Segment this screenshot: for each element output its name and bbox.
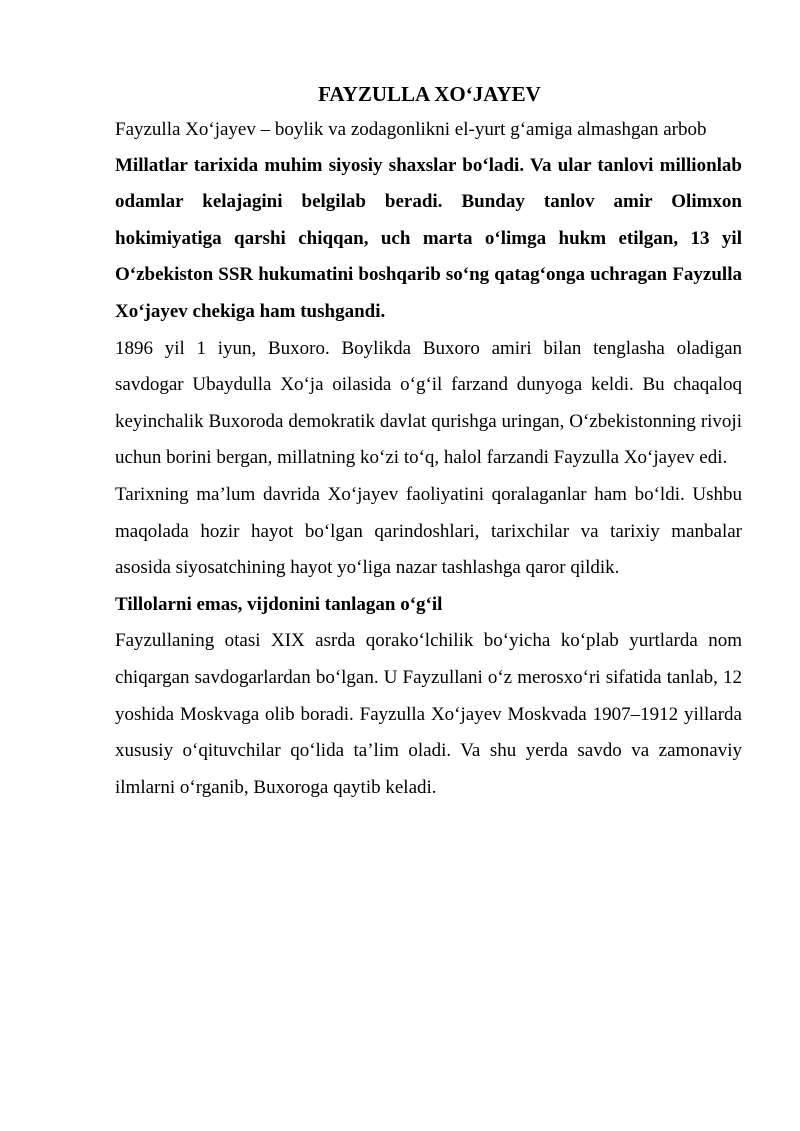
document-page — [115, 76, 742, 806]
body-paragraph: Tarixning ma’lum davrida Xo‘jayev faoliyatini qoralaganlar ham bo‘ldi. Ushbu maqolada hozir hayot bo‘lgan qarindoshlari, tarixchilar va tarixiy manbalar asosida siyosatchining hayot yo‘liga nazar tashlashga qaror qildik. — [115, 483, 742, 579]
document-title: FAYZULLA XO‘JAYEV — [318, 82, 541, 106]
lead-paragraph: Millatlar tarixida muhim siyosiy shaxslar bo‘ladi. Va ular tanlovi millionlab odamlar kelajagini belgilab beradi. Bunday tanlov amir Olimxon hokimiyatiga qarshi chiqqan, uch marta o‘limga hukm etilgan, 13 yil O‘zbekiston SSR hukumatini boshqarib so‘ng qatag‘onga uchragan Fayzulla Xo‘jayev chekiga ham tushgandi. — [115, 154, 742, 322]
body-paragraph: 1896 yil 1 iyun, Buxoro. Boylikda Buxoro amiri bilan tenglasha oladigan savdogar Ubaydulla Xo‘ja oilasida o‘g‘il farzand dunyoga keldi. Bu chaqaloq keyinchalik Buxoroda demokratik davlat qurishga uringan, O‘zbekistonning rivoji uchun borini bergan, millatning ko‘zi to‘q, halol farzandi Fayzulla Xo‘jayev edi. — [115, 337, 742, 469]
body-paragraph: Fayzullaning otasi XIX asrda qorako‘lchilik bo‘yicha ko‘plab yurtlarda nom chiqargan savdogarlardan bo‘lgan. U Fayzullani o‘z merosxo‘ri sifatida tanlab, 12 yoshida Moskvaga olib boradi. Fayzulla Xo‘jayev Moskvada 1907–1912 yillarda xususiy o‘qituvchilar qo‘lida ta’lim oladi. Va shu yerda savdo va zamonaviy ilmlarni o‘rganib, Buxoroga qaytib keladi. — [115, 630, 742, 798]
subtitle-paragraph: Fayzulla Xo‘jayev – boylik va zodagonlikni el-yurt g‘amiga almashgan arbob — [115, 119, 707, 140]
section-heading: Tillolarni emas, vijdonini tanlagan o‘g‘il — [115, 593, 443, 615]
